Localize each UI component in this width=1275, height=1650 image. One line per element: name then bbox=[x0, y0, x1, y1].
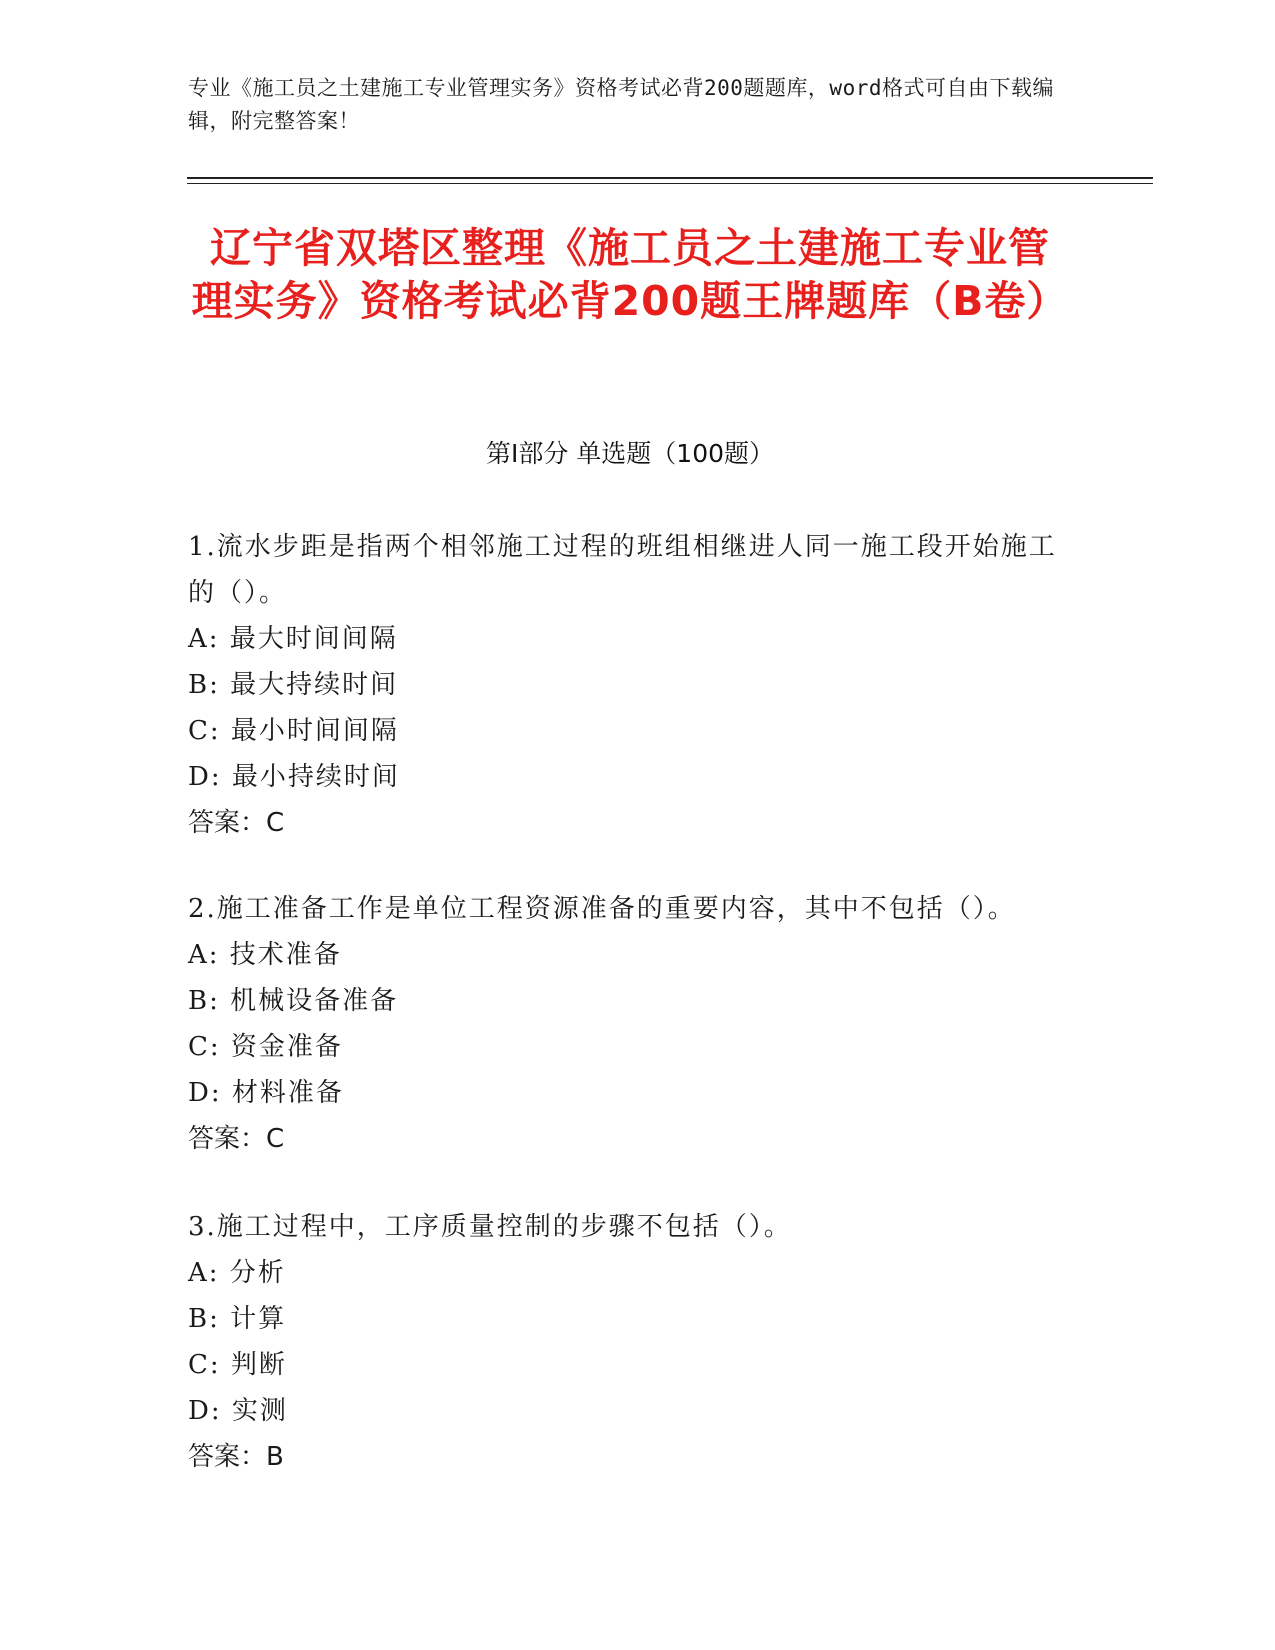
document-title: 辽宁省双塔区整理《施工员之土建施工专业管理实务》资格考试必背200题王牌题库（B卷） bbox=[191, 224, 1069, 325]
answer-line: 答案：B bbox=[188, 1442, 284, 1472]
question-stem: 3.施工过程中，工序质量控制的步骤不包括（）。 bbox=[188, 1212, 792, 1242]
option-b: B: 计算 bbox=[188, 1304, 287, 1334]
header-divider-thin bbox=[187, 183, 1153, 184]
option-a: A: 技术准备 bbox=[188, 940, 342, 970]
option-b: B: 机械设备准备 bbox=[188, 986, 399, 1016]
question-stem: 1.流水步距是指两个相邻施工过程的班组相继进人同一施工段开始施工的（）。 bbox=[188, 532, 1057, 608]
question-block bbox=[188, 524, 1068, 846]
option-c: C: 最小时间间隔 bbox=[188, 716, 399, 746]
option-c: C: 资金准备 bbox=[188, 1032, 343, 1062]
option-a: A: 最大时间间隔 bbox=[188, 624, 398, 654]
answer-line: 答案：C bbox=[188, 808, 285, 838]
section-title: 第Ⅰ部分 单选题（100题） bbox=[485, 439, 775, 468]
option-d: D: 材料准备 bbox=[188, 1078, 344, 1108]
header-divider-thick bbox=[187, 177, 1153, 179]
option-a: A: 分析 bbox=[188, 1258, 286, 1288]
question-stem: 2.施工准备工作是单位工程资源准备的重要内容，其中不包括（）。 bbox=[188, 894, 1016, 924]
header-note: 专业《施工员之土建施工专业管理实务》资格考试必背200题题库，word格式可自由下载编辑，附完整答案！ bbox=[188, 76, 1054, 133]
option-b: B: 最大持续时间 bbox=[188, 670, 399, 700]
option-d: D: 最小持续时间 bbox=[188, 762, 400, 792]
answer-line: 答案：C bbox=[188, 1124, 285, 1154]
question-block bbox=[188, 1204, 1068, 1480]
option-c: C: 判断 bbox=[188, 1350, 287, 1380]
option-d: D: 实测 bbox=[188, 1396, 288, 1426]
question-block bbox=[188, 886, 1068, 1162]
